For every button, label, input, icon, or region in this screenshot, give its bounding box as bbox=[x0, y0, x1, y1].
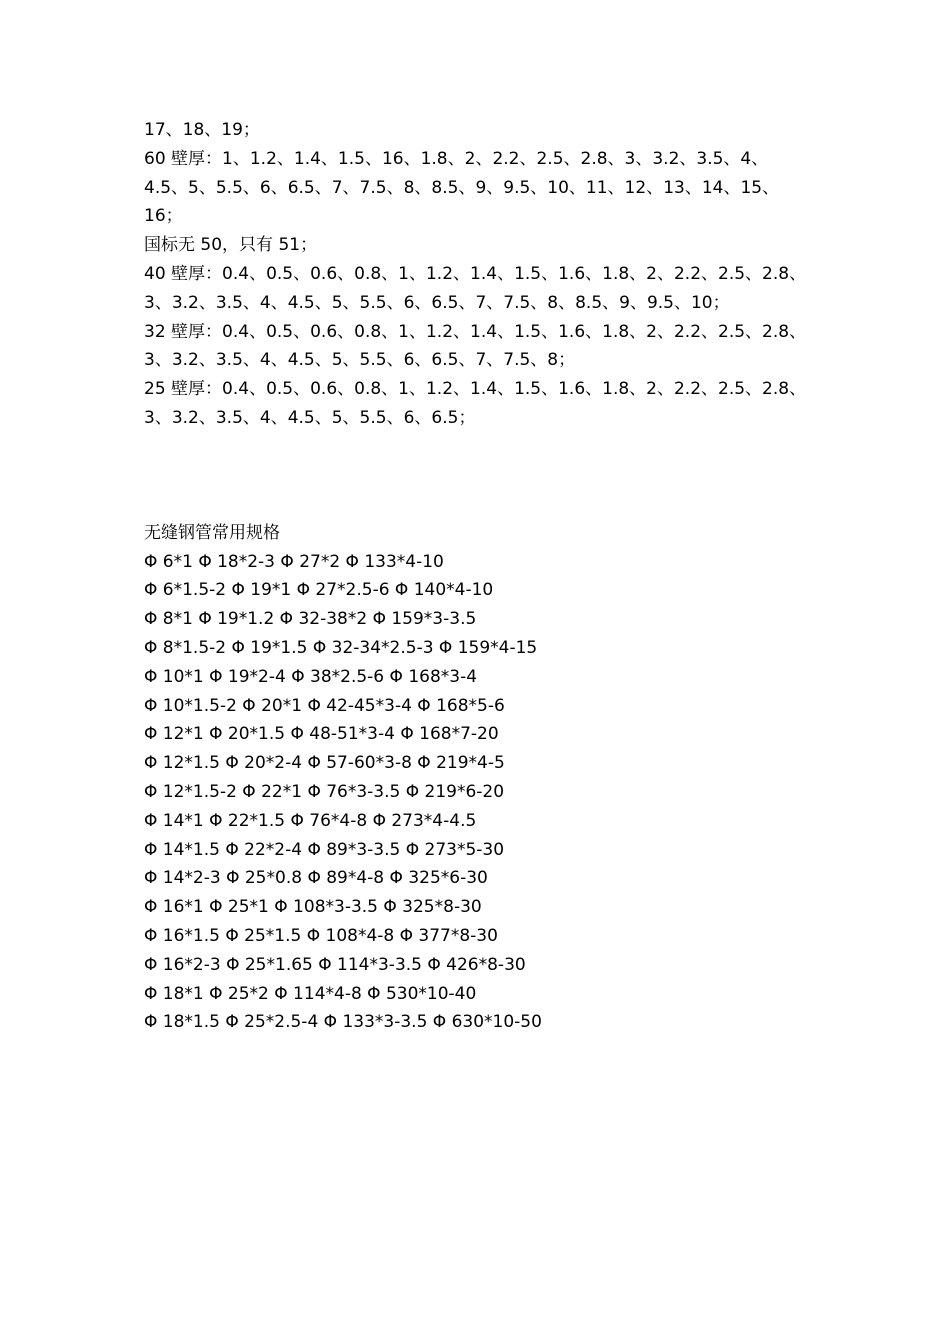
spec-line: Φ 12*1.5 Φ 20*2-4 Φ 57-60*3-8 Φ 219*4-5 bbox=[144, 753, 505, 774]
spec-line: Φ 16*1.5 Φ 25*1.5 Φ 108*4-8 Φ 377*8-30 bbox=[144, 925, 498, 946]
section-title: 无缝钢管常用规格 bbox=[144, 522, 280, 543]
spec-line: Φ 16*2-3 Φ 25*1.65 Φ 114*3-3.5 Φ 426*8-30 bbox=[144, 954, 526, 975]
text-line: 16； bbox=[144, 206, 183, 227]
text-line: 32 壁厚：0.4、0.5、0.6、0.8、1、1.2、1.4、1.5、1.6、1.8、2、2.2、2.5、2.8、 bbox=[144, 321, 807, 342]
text-line: 3、3.2、3.5、4、4.5、5、5.5、6、6.5、7、7.5、8、8.5、9、9.5、10； bbox=[144, 292, 730, 313]
text-line: 4.5、5、5.5、6、6.5、7、7.5、8、8.5、9、9.5、10、11、12、13、14、15、 bbox=[144, 177, 780, 198]
spec-line: Φ 8*1.5-2 Φ 19*1.5 Φ 32-34*2.5-3 Φ 159*4-15 bbox=[144, 637, 538, 658]
spec-line: Φ 12*1 Φ 20*1.5 Φ 48-51*3-4 Φ 168*7-20 bbox=[144, 724, 499, 745]
spec-section bbox=[144, 519, 824, 1037]
spec-line: Φ 18*1.5 Φ 25*2.5-4 Φ 133*3-3.5 Φ 630*10-50 bbox=[144, 1012, 542, 1033]
text-line: 3、3.2、3.5、4、4.5、5、5.5、6、6.5； bbox=[144, 407, 476, 428]
text-line: 25 壁厚：0.4、0.5、0.6、0.8、1、1.2、1.4、1.5、1.6、1.8、2、2.2、2.5、2.8、 bbox=[144, 379, 807, 400]
spec-line: Φ 12*1.5-2 Φ 22*1 Φ 76*3-3.5 Φ 219*6-20 bbox=[144, 781, 505, 802]
spec-line: Φ 6*1 Φ 18*2-3 Φ 27*2 Φ 133*4-10 bbox=[144, 551, 444, 572]
thickness-section bbox=[144, 116, 824, 433]
text-line: 60 壁厚：1、1.2、1.4、1.5、16、1.8、2、2.2、2.5、2.8、3、3.2、3.5、4、 bbox=[144, 148, 769, 169]
spec-line: Φ 14*1 Φ 22*1.5 Φ 76*4-8 Φ 273*4-4.5 bbox=[144, 810, 477, 831]
spec-line: Φ 8*1 Φ 19*1.2 Φ 32-38*2 Φ 159*3-3.5 bbox=[144, 609, 477, 630]
spec-line: Φ 10*1.5-2 Φ 20*1 Φ 42-45*3-4 Φ 168*5-6 bbox=[144, 695, 505, 716]
spec-line: Φ 14*1.5 Φ 22*2-4 Φ 89*3-3.5 Φ 273*5-30 bbox=[144, 839, 505, 860]
spec-line: Φ 14*2-3 Φ 25*0.8 Φ 89*4-8 Φ 325*6-30 bbox=[144, 868, 488, 889]
spec-line: Φ 16*1 Φ 25*1 Φ 108*3-3.5 Φ 325*8-30 bbox=[144, 897, 482, 918]
text-line: 3、3.2、3.5、4、4.5、5、5.5、6、6.5、7、7.5、8； bbox=[144, 350, 576, 371]
spec-line: Φ 18*1 Φ 25*2 Φ 114*4-8 Φ 530*10-40 bbox=[144, 983, 477, 1004]
spec-line: Φ 6*1.5-2 Φ 19*1 Φ 27*2.5-6 Φ 140*4-10 bbox=[144, 580, 494, 601]
text-line: 国标无 50，只有 51； bbox=[144, 235, 318, 256]
text-line: 17、18、19； bbox=[144, 120, 260, 140]
spec-line: Φ 10*1 Φ 19*2-4 Φ 38*2.5-6 Φ 168*3-4 bbox=[144, 666, 478, 687]
document-page bbox=[144, 116, 824, 1037]
text-line: 40 壁厚：0.4、0.5、0.6、0.8、1、1.2、1.4、1.5、1.6、1.8、2、2.2、2.5、2.8、 bbox=[144, 263, 807, 284]
section-gap bbox=[144, 433, 824, 519]
